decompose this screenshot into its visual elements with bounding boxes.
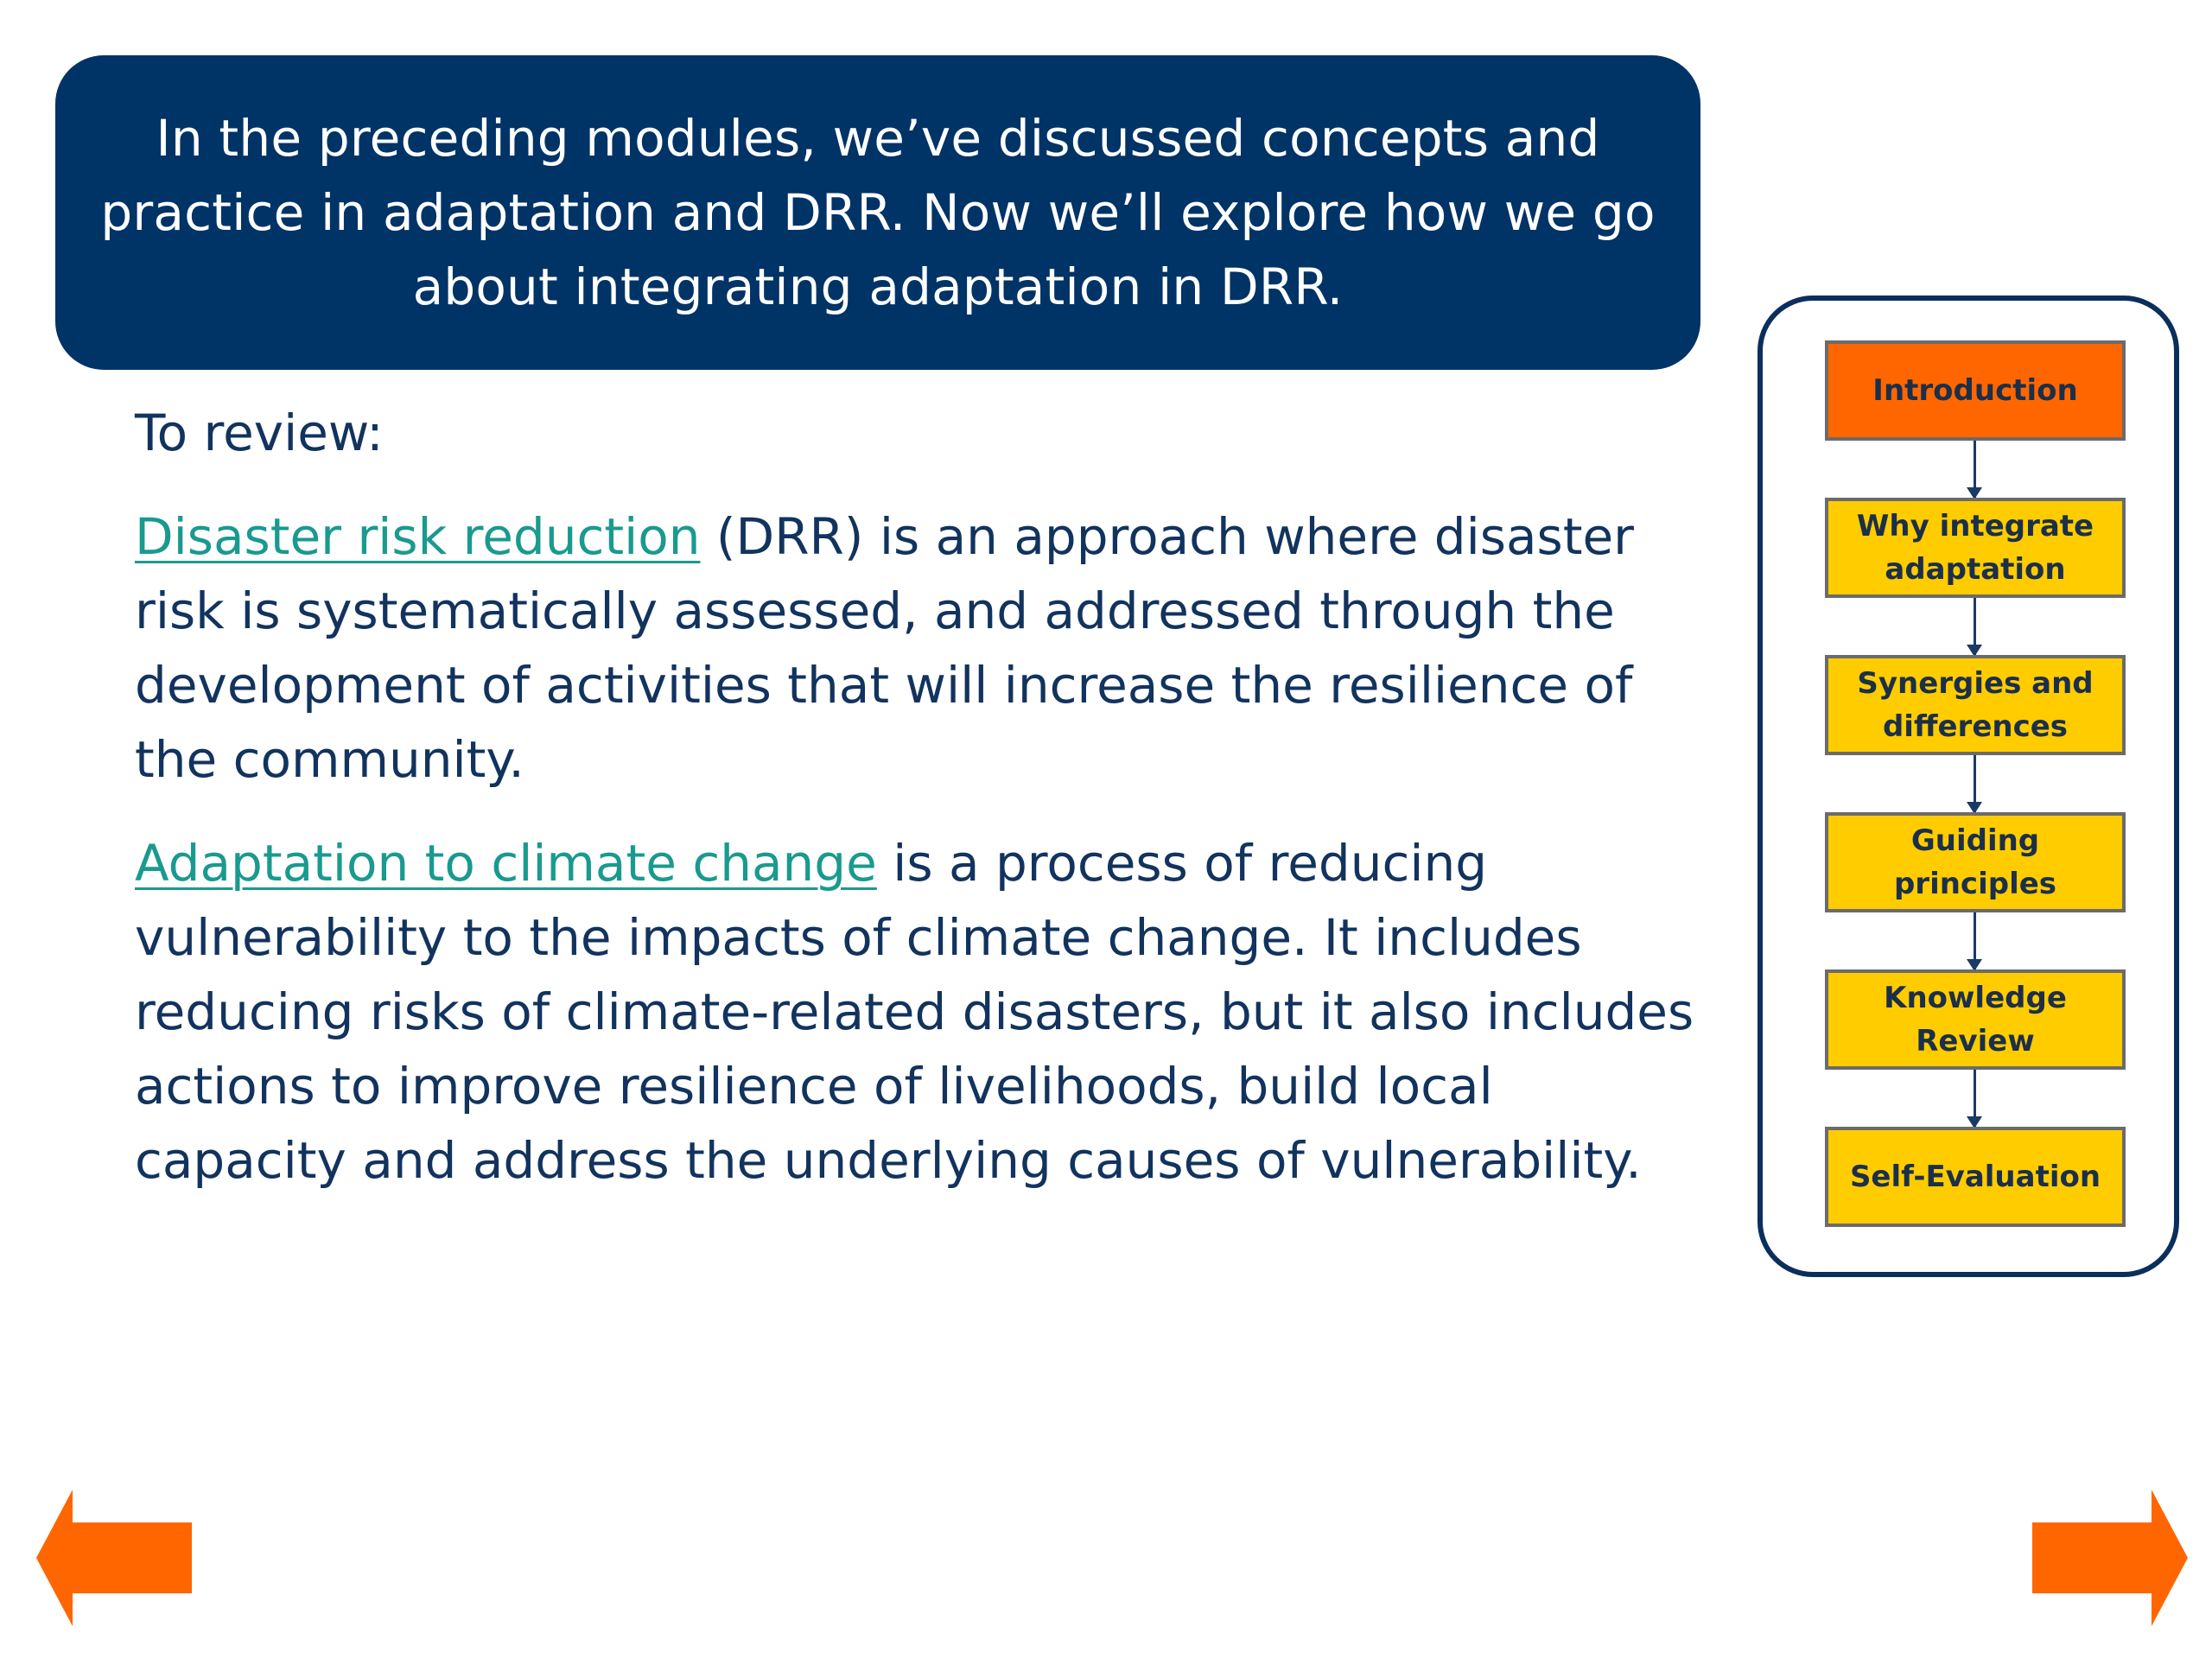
drr-link[interactable]: Disaster risk reduction (135, 507, 701, 566)
nav-step-why-integrate[interactable]: Why integrate adaptation (1825, 498, 2126, 598)
review-label: To review: (135, 404, 384, 462)
main-content (135, 396, 1699, 1227)
flow-connector (1974, 755, 1976, 812)
nav-step-self-evaluation[interactable]: Self-Evaluation (1825, 1127, 2126, 1227)
flow-connector (1974, 912, 1976, 969)
drr-definition-text: (DRR) is an approach where disaster risk is systematically assessed, and addressed through the development of activities that will increase the resilience of the community. (135, 507, 1634, 789)
nav-step-introduction[interactable]: Introduction (1825, 340, 2126, 441)
adaptation-link[interactable]: Adaptation to climate change (135, 834, 877, 893)
intro-banner (55, 55, 1700, 370)
flow-connector (1974, 1070, 1976, 1127)
next-button[interactable] (2032, 1490, 2188, 1626)
arrow-right-icon (2032, 1490, 2188, 1626)
nav-step-knowledge-review[interactable]: Knowledge Review (1825, 969, 2126, 1070)
adaptation-definition-text: is a process of reducing vulnerability to the impacts of climate change. It includes reducing risks of climate-related disasters, but it also includes actions to improve resilience of livelihoods, build local capacity and address the underlying causes of vulnerability. (135, 834, 1694, 1190)
arrow-left-icon (36, 1490, 192, 1626)
nav-step-synergies[interactable]: Synergies and differences (1825, 655, 2126, 755)
module-nav-panel (1758, 296, 2179, 1277)
drr-definition (135, 499, 1699, 797)
banner-text: In the preceding modules, we’ve discussed concepts and practice in adaptation and DRR. Now we’ll explore how we go about integrating adaptation in DRR. (100, 109, 1656, 316)
adaptation-definition (135, 826, 1699, 1198)
prev-button[interactable] (36, 1490, 192, 1626)
flow-connector (1974, 598, 1976, 655)
nav-step-guiding-principles[interactable]: Guiding principles (1825, 812, 2126, 912)
module-flowchart (1763, 301, 2174, 1272)
flow-connector (1974, 441, 1976, 498)
